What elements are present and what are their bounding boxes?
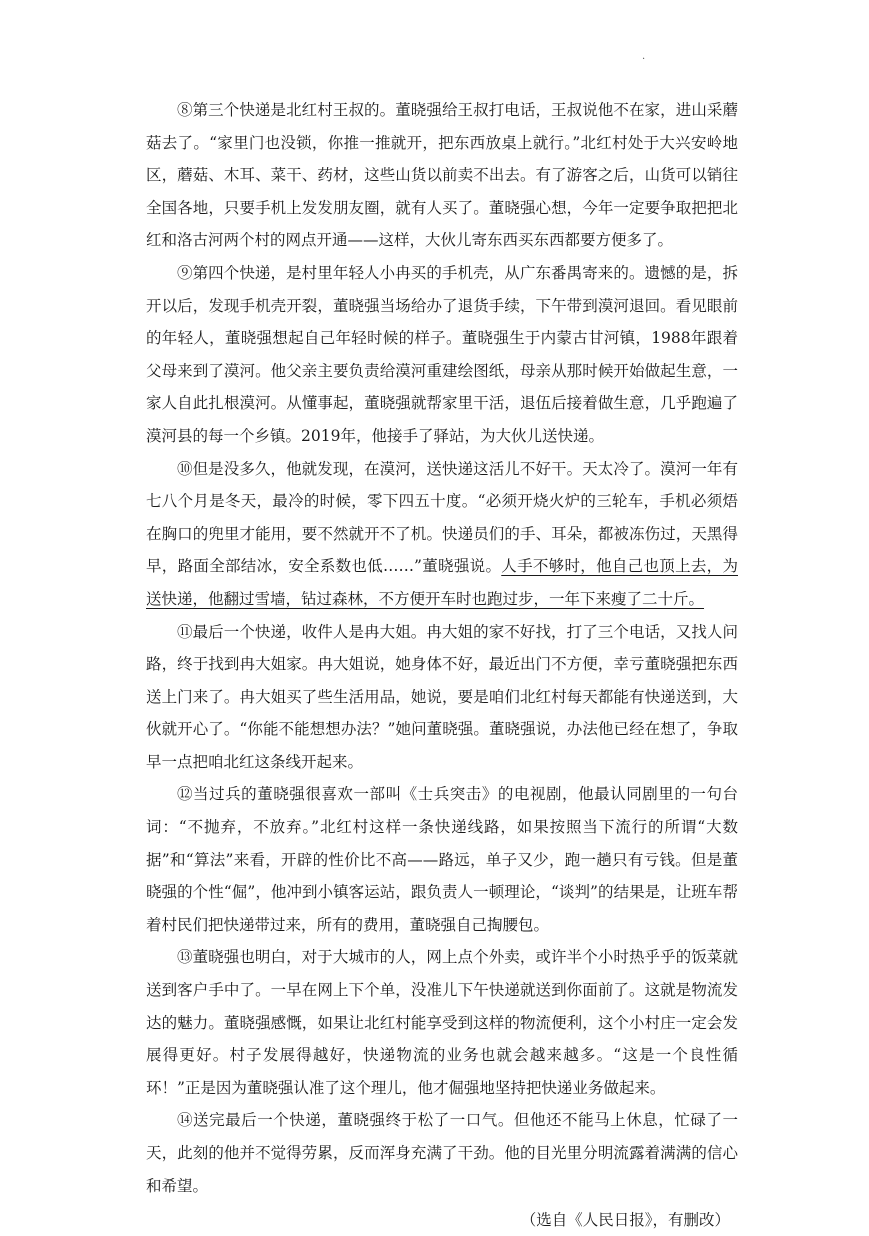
paragraph-8: ⑧第三个快递是北红村王叔的。董晓强给王叔打电话，王叔说他不在家，进山采蘑菇去了。“家里门也没锁，你推一推就开，把东西放桌上就行。”北红村处于大兴安岭地区，蘑菇、木耳、菜干、药材，这些山货以前卖不出去。有了游客之后，山货可以销往全国各地，只要手机上发发朋友圈，就有人买了。董晓强心想，今年一定要争取把把北红和洛古河两个村的网点开通——这样，大伙儿寄东西买东西都要方便多了。 xyxy=(146,101,738,250)
underlined-sentence: 人手不够时，他自己也顶上去，为送快递，他翻过雪墙，钻过森林，不方便开车时也跑过步，一年下来瘦了二十斤。 xyxy=(146,557,738,608)
paragraph-9: ⑨第四个快递，是村里年轻人小冉买的手机壳，从广东番禺寄来的。遗憾的是，拆开以后，发现手机壳开裂，董晓强当场给办了退货手续，下午带到漠河退回。看见眼前的年轻人，董晓强想起自己年轻时候的样子。董晓强生于内蒙古甘河镇，1988年跟着父母来到了漠河。他父亲主要负责给漠河重建绘图纸，母亲从那时候开始做起生意，一家人自此扎根漠河。从懂事起，董晓强就帮家里干活，退伍后接着做生意，几乎跑遍了漠河县的每一个乡镇。2019年，他接手了驿站，为大伙儿送快递。 xyxy=(146,263,738,445)
paragraph-14: ⑭送完最后一个快递，董晓强终于松了一口气。但他还不能马上休息，忙碌了一天，此刻的他并不觉得劳累，反而浑身充满了干劲。他的目光里分明流露着满满的信心和希望。 xyxy=(146,1111,738,1195)
paragraph-10 xyxy=(146,453,738,616)
paragraph-10-text: ⑩但是没多久，他就发现，在漠河，送快递这活儿不好干。天太冷了。漠河一年有七八个月是冬天，最冷的时候，零下四五十度。“必须开烧火炉的三轮车，手机必须焐在胸口的兜里才能用，要不然就开不了机。快递员们的手、耳朵，都被冻伤过，天黑得早，路面全部结冰，安全系数也低……”董晓强说。 xyxy=(146,459,738,576)
paragraph-12: ⑫当过兵的董晓强很喜欢一部叫《士兵突击》的电视剧，他最认同剧里的一句台词：“不抛弃，不放弃。”北红村这样一条快递线路，如果按照当下流行的所谓“大数据”和“算法”来看，开辟的性价比不高——路远，单子又少，跑一趟只有亏钱。但是董晓强的个性“倔”，他冲到小镇客运站，跟负责人一顿理论，“谈判”的结果是，让班车帮着村民们把快递带过来，所有的费用，董晓强自己掏腰包。 xyxy=(146,785,738,934)
header-mark: . xyxy=(642,51,646,62)
article-body xyxy=(146,94,738,1236)
paragraph-13: ⑬董晓强也明白，对于大城市的人，网上点个外卖，或许半个小时热乎乎的饭菜就送到客户手中了。一早在网上下个单，没准儿下午快递就送到你面前了。这就是物流发达的魅力。董晓强感慨，如果让北红村能享受到这样的物流便利，这个小村庄一定会发展得更好。村子发展得越好，快递物流的业务也就会越来越多。“这是一个良性循环！”正是因为董晓强认准了这个理儿，他才倔强地坚持把快递业务做起来。 xyxy=(146,948,738,1097)
source-citation: （选自《人民日报》，有删改） xyxy=(520,1211,730,1230)
paragraph-11: ⑪最后一个快递，收件人是冉大姐。冉大姐的家不好找，打了三个电话，又找人问路，终于找到冉大姐家。冉大姐说，她身体不好，最近出门不方便，幸亏董晓强把东西送上门来了。冉大姐买了些生活用品，她说，要是咱们北红村每天都能有快递送到，大伙就开心了。“你能不能想想办法？”她问董晓强。董晓强说，办法他已经在想了，争取早一点把咱北红这条线开起来。 xyxy=(146,622,738,771)
